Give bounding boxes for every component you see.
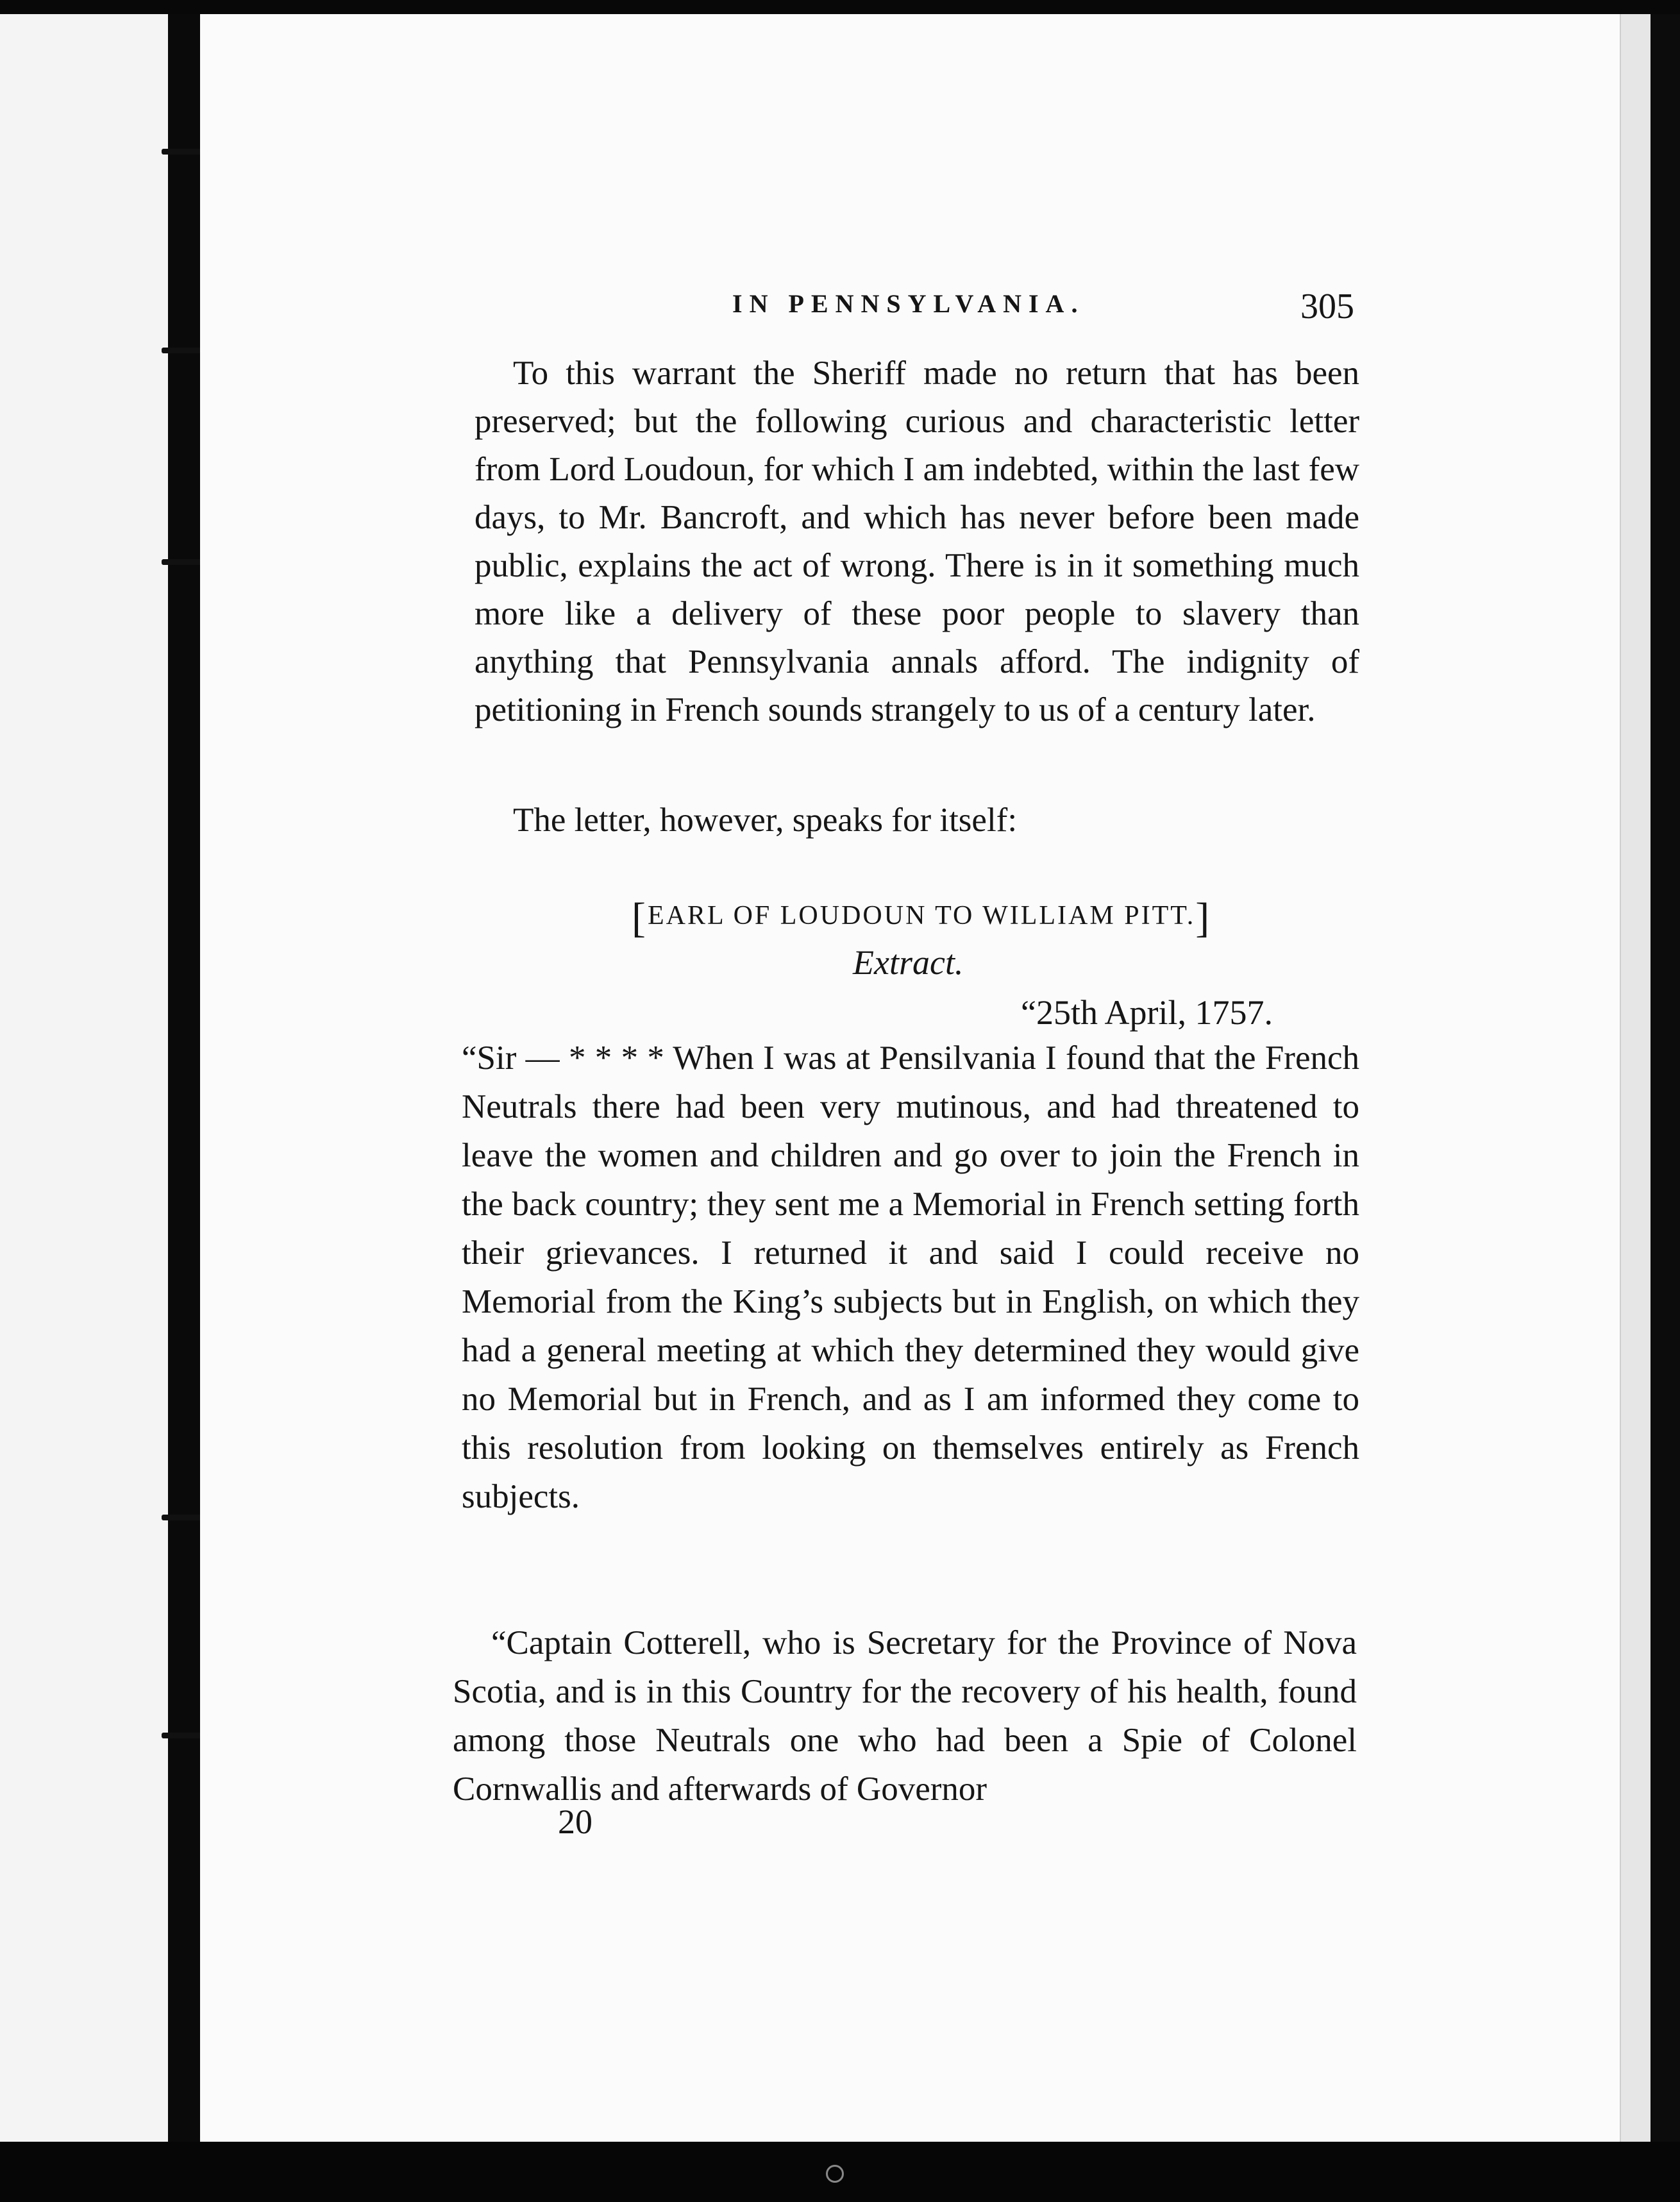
letter-subheading: Extract.	[853, 943, 964, 982]
page-number: 305	[1300, 287, 1354, 326]
page-edge-shadow	[1620, 14, 1651, 2142]
paragraph-lead-in: The letter, however, speaks for itself:	[513, 802, 1018, 839]
letter-paragraph-1: “Sir — * * * * When I was at Pensilvania I found that the French Neutrals there had been very mutinous, and had threatened to leave the women and children and go over to join the French in the back country; they sent me a Memorial in French setting forth their grievances. I returned it and said I could receive no Memorial from the King’s subjects but in English, on which they had a general meeting at which they determined they would give no Memorial but in French, and as I am informed they come to this resolution from looking on themselves entirely as French subjects.	[462, 1039, 1359, 1515]
book-gutter	[168, 14, 200, 2142]
scanner-mark-icon	[826, 2165, 844, 2183]
signature-mark: 20	[558, 1803, 592, 1841]
letter-heading	[632, 894, 1211, 943]
letter-paragraph-2: “Captain Cotterell, who is Secretary for the Province of Nova Scotia, and is in this Country for the recovery of his health, found among those Neutrals one who had been a Spie of Colonel Cornwallis and afterwards of Governor	[453, 1624, 1357, 1808]
scan-border-top	[0, 0, 1680, 14]
facing-page-edge	[0, 14, 168, 2142]
letter-heading-text: EARL OF LOUDOUN TO WILLIAM PITT.	[647, 901, 1196, 930]
letter-date: “25th April, 1757.	[1021, 993, 1273, 1032]
bracket-close: ]	[1195, 895, 1212, 941]
running-title: IN PENNSYLVANIA.	[732, 289, 1085, 318]
bracket-open: [	[632, 895, 648, 941]
paragraph-intro: To this warrant the Sheriff made no return that has been preserved; but the following curious and characteristic letter from Lord Loudoun, for which I am indebted, within the last few days, to Mr. Bancroft, and which has never before been made public, explains the act of wrong. There is in it something much more like a delivery of these poor people to slavery than anything that Pennsylvania annals afford. The indignity of petitioning in French sounds strangely to us of a century later.	[475, 355, 1359, 728]
